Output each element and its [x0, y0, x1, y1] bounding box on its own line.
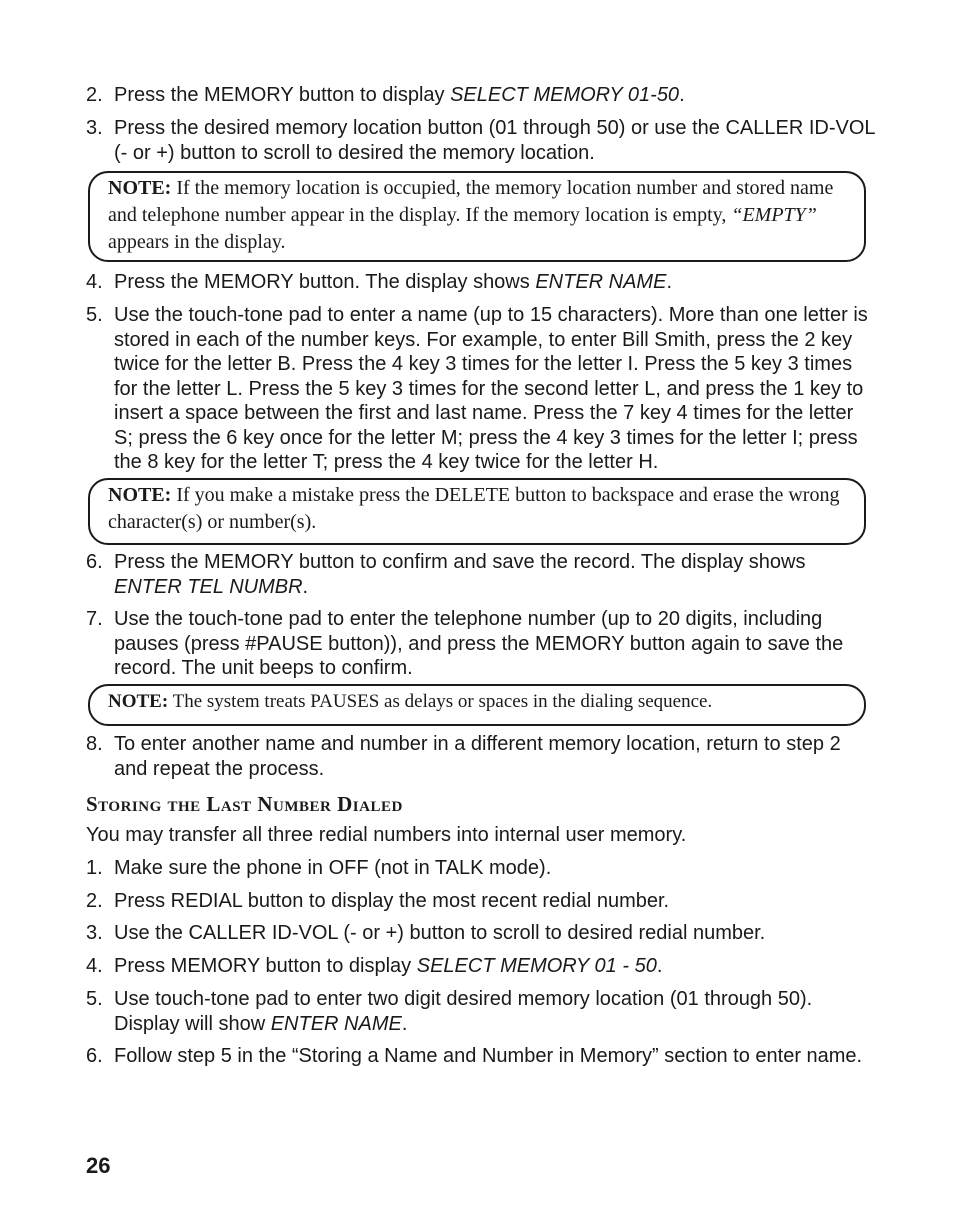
- display-text: ENTER NAME: [270, 1012, 402, 1035]
- redial-step-1: 1. Make sure the phone in OFF (not in TALK mode).: [86, 856, 876, 881]
- step-text: Use touch-tone pad to enter two digit desired memory location (01 through 50). Display will show: [114, 988, 813, 1035]
- page-number: 26: [86, 1153, 111, 1178]
- note-label: NOTE:: [108, 691, 169, 712]
- step-text: Press REDIAL button to display the most recent redial number.: [114, 890, 670, 912]
- redial-step-2: 2. Press REDIAL button to display the most recent redial number.: [86, 889, 876, 914]
- step-8: 8. To enter another name and number in a different memory location, return to step 2 and repeat the process.: [86, 732, 876, 781]
- note-box-occupied: NOTE: If the memory location is occupied, the memory location number and stored name and telephone number appear in the display. If the memory location is empty, “EMPTY” appears in the display.: [88, 171, 866, 262]
- note-box-pauses: NOTE: The system treats PAUSES as delays or spaces in the dialing sequence.: [88, 684, 866, 726]
- step-text: Press the MEMORY button to confirm and save the record. The display shows: [114, 551, 806, 573]
- redial-step-4: 4. Press MEMORY button to display SELECT MEMORY 01 - 50.: [86, 955, 663, 977]
- display-text: ENTER TEL NUMBR: [114, 575, 303, 598]
- step-text: Use the CALLER ID-VOL (- or +) button to scroll to desired redial number.: [114, 922, 766, 944]
- note-label: NOTE:: [108, 177, 172, 199]
- step-text: Follow step 5 in the “Storing a Name and Number in Memory” section to enter name.: [114, 1045, 863, 1067]
- step-2: 2. Press the MEMORY button to display SELECT MEMORY 01-50.: [86, 84, 685, 106]
- display-text: ENTER NAME: [535, 271, 667, 293]
- note-label: NOTE:: [108, 484, 172, 506]
- section-heading: Storing the Last Number Dialed: [86, 792, 403, 816]
- redial-step-3: 3. Use the CALLER ID-VOL (- or +) button to scroll to desired redial number.: [86, 921, 876, 946]
- step-text: Press the desired memory location button (01 through 50) or use the CALLER ID-VOL (- or +) button to scroll to desired the memory location.: [114, 117, 875, 164]
- display-text: SELECT MEMORY 01-50: [450, 84, 680, 106]
- step-text: Make sure the phone in OFF (not in TALK mode).: [114, 857, 552, 879]
- redial-step-6: 6. Follow step 5 in the “Storing a Name and Number in Memory” section to enter name.: [86, 1044, 876, 1069]
- step-text: Press the MEMORY button to display: [114, 84, 451, 106]
- section-intro: You may transfer all three redial numbers into internal user memory.: [86, 824, 687, 846]
- step-3: 3. Press the desired memory location button (01 through 50) or use the CALLER ID-VOL (- or +) button to scroll to desired the memory location.: [86, 117, 875, 164]
- step-text: Press the MEMORY button. The display shows: [114, 271, 536, 293]
- step-6: 6. Press the MEMORY button to confirm and save the record. The display shows ENTER TEL NUMBR.: [86, 551, 806, 598]
- step-text: Use the touch-tone pad to enter a name (up to 15 characters). More than one letter is stored in each of the number keys. For example, to enter Bill Smith, press the 2 key twice for the letter B. Press the 4 key 3 times for the letter I. Press the 5 key 3 times for the letter L. Press the 5 key 3 times for the second letter L, and press the 1 key to insert a space between the first and last name. Press the 7 key 4 times for the letter S; press the 6 key once for the letter M; press the 4 key 3 times for the letter I; press the 8 key for the letter T; press the 4 key twice for the letter H.: [114, 304, 868, 473]
- step-text: To enter another name and number in a different memory location, return to step 2 and repeat the process.: [114, 733, 841, 780]
- step-text: Use the touch-tone pad to enter the telephone number (up to 20 digits, including pauses (press #PAUSE button)), and press the MEMORY button again to save the record. The unit beeps to confirm.: [114, 608, 844, 679]
- step-7: 7. Use the touch-tone pad to enter the telephone number (up to 20 digits, including pauses (press #PAUSE button)), and press the MEMORY button again to save the record. The unit beeps to confirm.: [86, 607, 876, 681]
- step-text: Press MEMORY button to display: [114, 955, 417, 977]
- step-4: 4. Press the MEMORY button. The display shows ENTER NAME.: [86, 271, 672, 293]
- note-box-mistake: NOTE: If you make a mistake press the DELETE button to backspace and erase the wrong character(s) or number(s).: [88, 478, 866, 545]
- redial-step-5: 5. Use touch-tone pad to enter two digit desired memory location (01 through 50). Display will show ENTER NAME.: [86, 988, 813, 1035]
- step-5: 5. Use the touch-tone pad to enter a name (up to 15 characters). More than one letter is stored in each of the number keys. For example, to enter Bill Smith, press the 2 key twice for the letter B. Press the 4 key 3 times for the letter I. Press the 5 key 3 times for the letter L. Press the 5 key 3 times for the second letter L, and press the 1 key to insert a space between the first and last name. Press the 7 key 4 times for the letter S; press the 6 key once for the letter M; press the 4 key 3 times for the letter I; press the 8 key for the letter T; press the 4 key twice for the letter H.: [86, 303, 876, 475]
- display-text: SELECT MEMORY 01 - 50: [416, 955, 657, 977]
